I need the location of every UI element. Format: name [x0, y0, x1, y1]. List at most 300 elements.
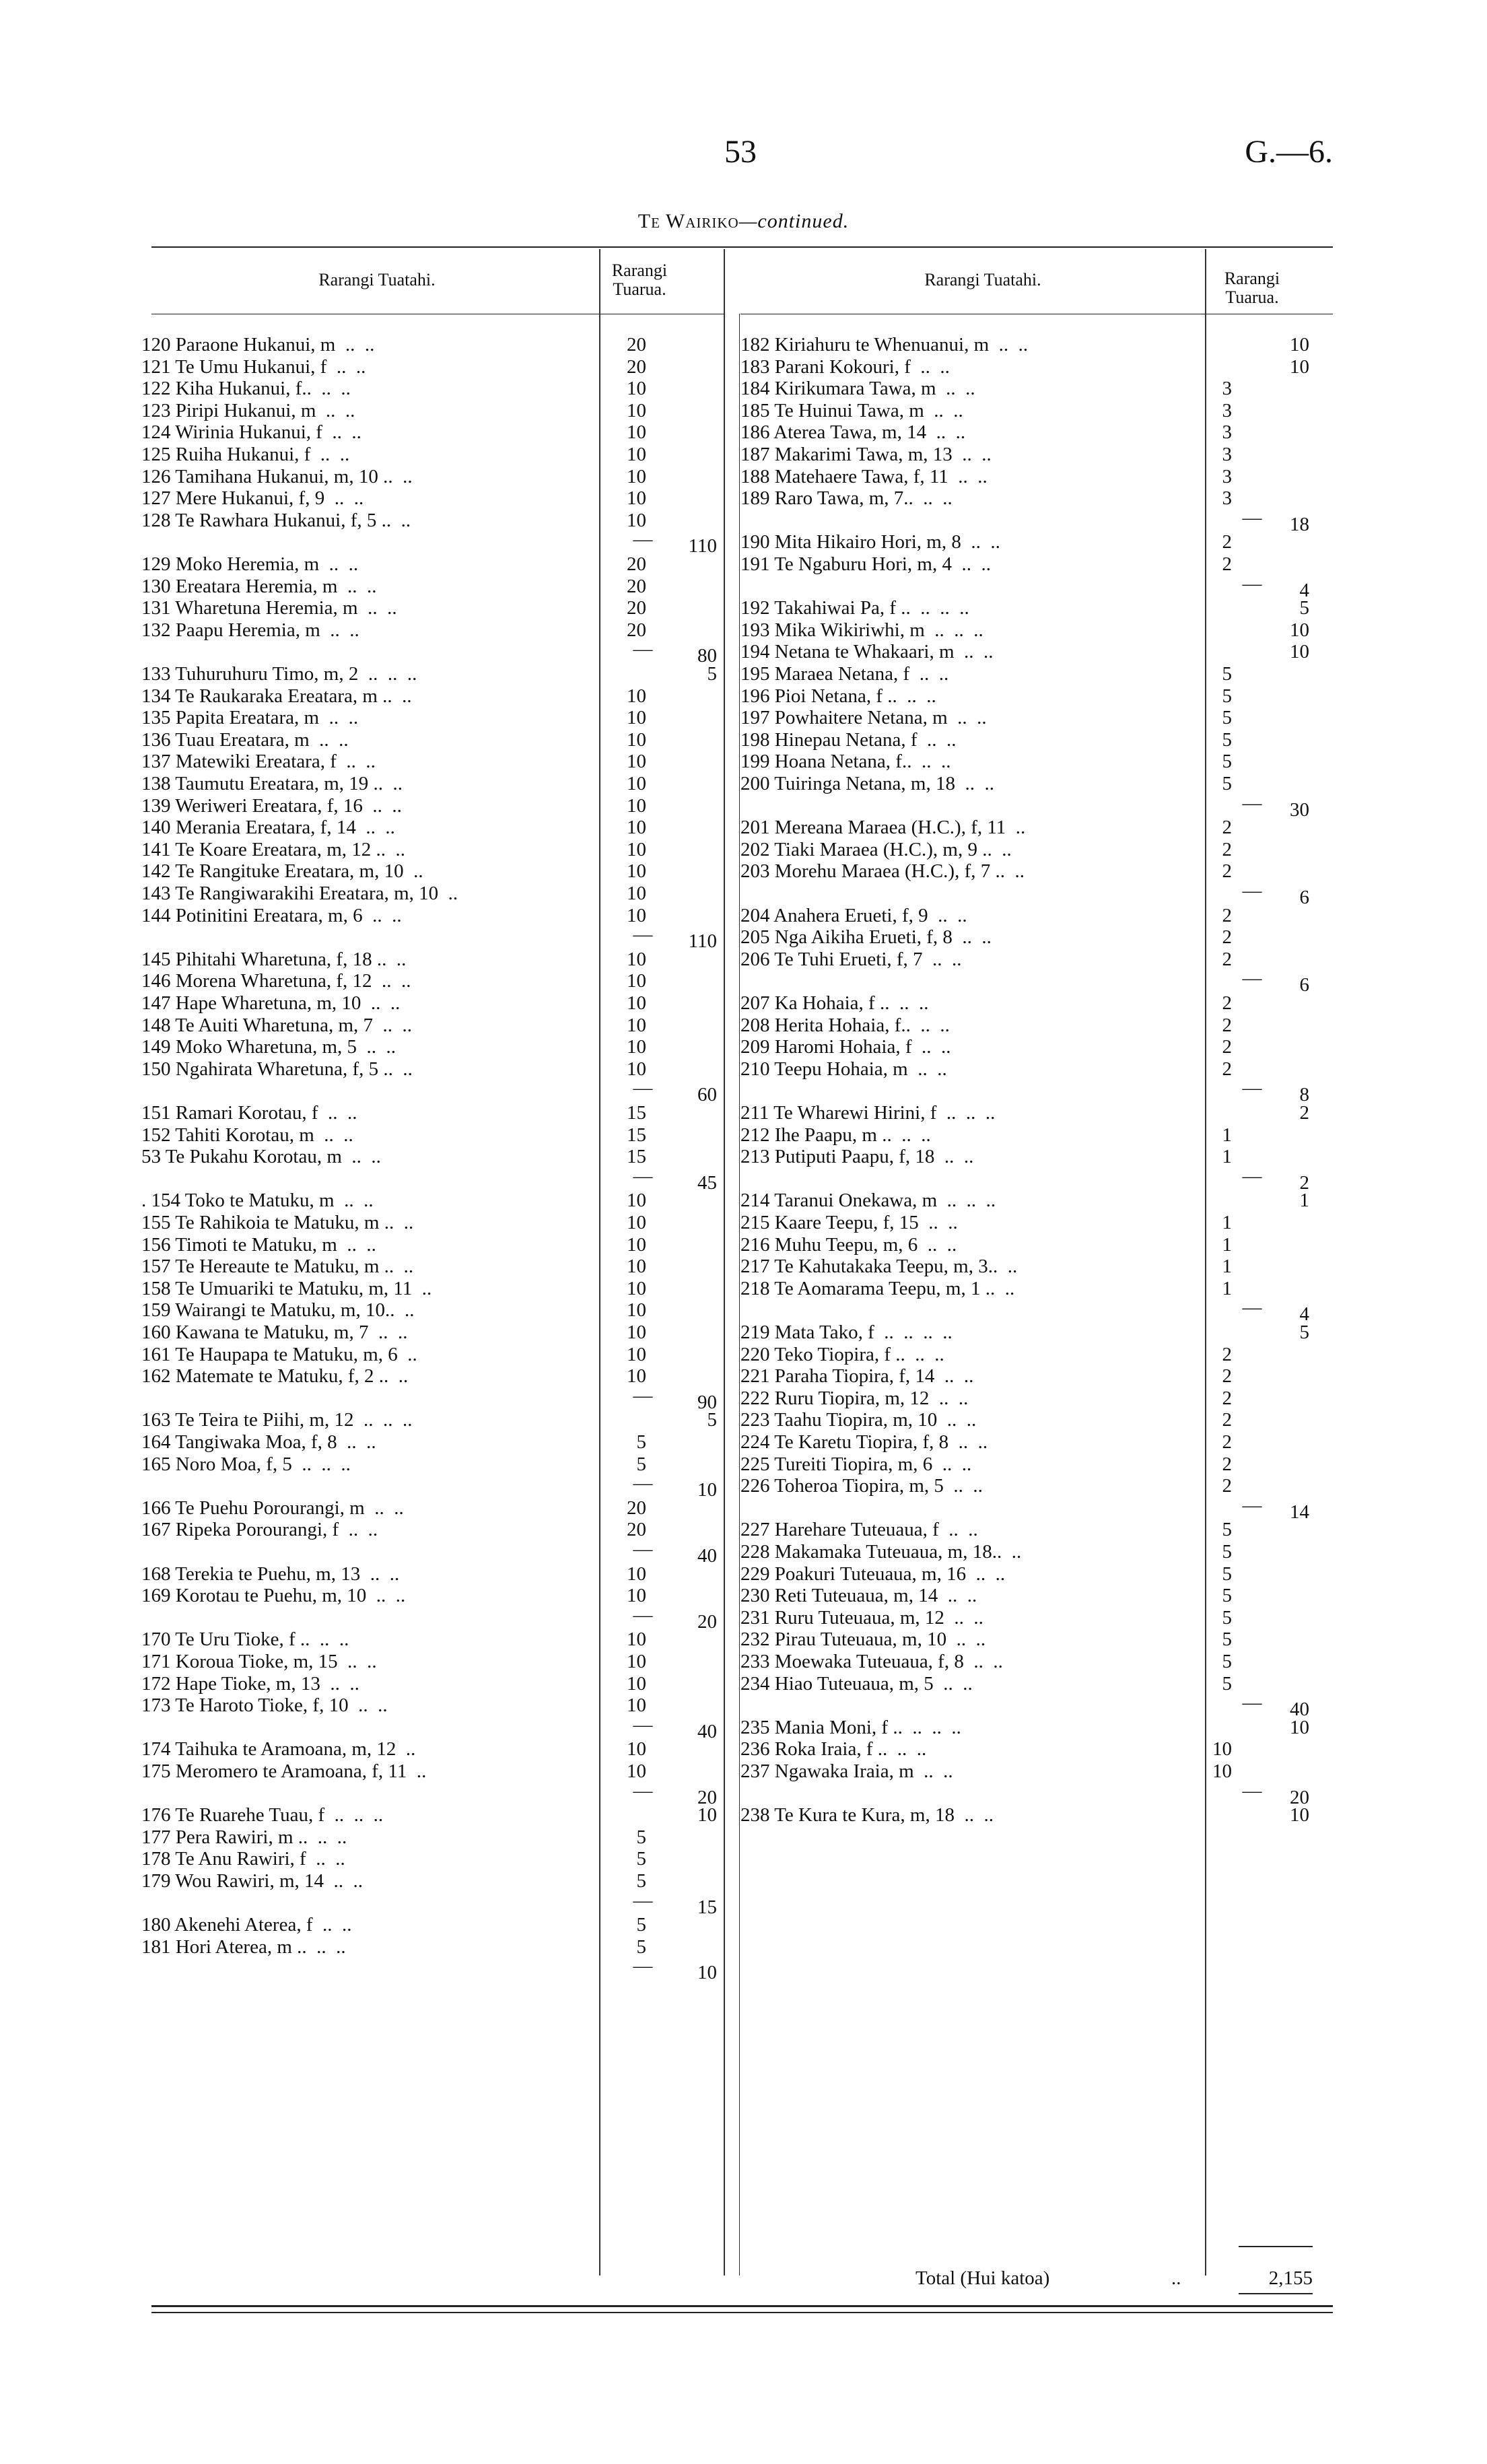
entry-row: 178 Te Anu Rawiri, f .. .. — [141, 1848, 345, 1870]
entry-row: 138 Taumutu Ereatara, m, 19 .. .. — [141, 773, 403, 794]
entry-row: 171 Koroua Tioke, m, 15 .. .. — [141, 1651, 377, 1672]
subtotal-value: 18 — [1290, 513, 1309, 535]
entry-row: 237 Ngawaka Iraia, m .. .. — [740, 1760, 953, 1782]
subtotal-value: 6 — [1299, 974, 1309, 996]
entry-row: 121 Te Umu Hukanui, f .. .. — [141, 355, 366, 378]
share-value: 10 — [627, 838, 646, 860]
share-value: 10 — [627, 444, 646, 465]
share-value: 5 — [636, 1826, 646, 1848]
entry-row: 194 Netana te Whakaari, m .. .. — [740, 641, 994, 663]
subtotal-value: 10 — [1290, 1804, 1309, 1826]
entry-row: 225 Tureiti Tiopira, m, 6 .. .. — [740, 1453, 972, 1475]
subtotal-dash: — — [633, 1538, 653, 1560]
share-value: 20 — [627, 355, 646, 378]
share-value: 5 — [1222, 1606, 1232, 1629]
share-value: 5 — [1222, 1519, 1232, 1541]
entry-row: 122 Kiha Hukanui, f.. .. .. — [141, 378, 351, 400]
share-value: 10 — [627, 948, 646, 970]
entry-row: 163 Te Teira te Piihi, m, 12 .. .. .. — [141, 1409, 413, 1431]
share-value: 2 — [1222, 1387, 1232, 1409]
entry-row: 185 Te Huinui Tawa, m .. .. — [740, 399, 963, 421]
subtotal-value: 40 — [697, 1720, 717, 1742]
share-value: 10 — [627, 1738, 646, 1760]
entry-row: 182 Kiriahuru te Whenuanui, m .. .. — [740, 334, 1029, 355]
entry-row: 202 Tiaki Maraea (H.C.), m, 9 .. .. — [740, 838, 1012, 860]
entry-row: 142 Te Rangituke Ereatara, m, 10 .. — [141, 860, 423, 883]
share-value: 1 — [1222, 1124, 1232, 1146]
entry-row: 155 Te Rahikoia te Matuku, m .. .. — [141, 1212, 414, 1233]
subtotal-dash: — — [1242, 792, 1262, 814]
share-value: 5 — [1222, 707, 1232, 729]
share-value: 10 — [627, 1277, 646, 1299]
entry-row: 198 Hinepau Netana, f .. .. — [740, 728, 957, 751]
share-value: 5 — [1222, 1585, 1232, 1607]
subtotal-dash: — — [633, 1955, 653, 1977]
share-value: 5 — [636, 1870, 646, 1892]
share-value: 10 — [627, 860, 646, 883]
entry-row: 126 Tamihana Hukanui, m, 10 .. .. — [141, 465, 413, 487]
entry-row: 190 Mita Hikairo Hori, m, 8 .. .. — [740, 531, 1000, 553]
entry-row: 224 Te Karetu Tiopira, f, 8 .. .. — [740, 1431, 988, 1453]
entry-row: 186 Aterea Tawa, m, 14 .. .. — [740, 421, 966, 444]
entry-row: 222 Ruru Tiopira, m, 12 .. .. — [740, 1387, 969, 1409]
entry-row: 143 Te Rangiwarakihi Ereatara, m, 10 .. — [141, 883, 458, 904]
entry-row: 175 Meromero te Aramoana, f, 11 .. — [141, 1760, 427, 1782]
entry-row: 197 Powhaitere Netana, m .. .. — [740, 707, 987, 729]
entry-row: 191 Te Ngaburu Hori, m, 4 .. .. — [740, 553, 991, 575]
share-value: 1 — [1222, 1277, 1232, 1299]
subtotal-dash: — — [1242, 1692, 1262, 1714]
entry-row: 228 Makamaka Tuteuaua, m, 18.. .. — [740, 1541, 1022, 1563]
subtotal-value: 20 — [697, 1610, 717, 1633]
entry-row: 152 Tahiti Korotau, m .. .. — [141, 1124, 353, 1146]
entry-row: 214 Taranui Onekawa, m .. .. .. — [740, 1190, 996, 1212]
subtotal-dash: — — [1242, 572, 1262, 594]
share-value: 5 — [1222, 1541, 1232, 1563]
share-value: 10 — [627, 1322, 646, 1343]
share-value: 2 — [1222, 1058, 1232, 1080]
subtotal-value: 10 — [697, 1804, 717, 1826]
entry-row: 234 Hiao Tuteuaua, m, 5 .. .. — [740, 1672, 973, 1695]
entry-row: 53 Te Pukahu Korotau, m .. .. — [141, 1146, 381, 1168]
entry-row: 212 Ihe Paapu, m .. .. .. — [740, 1124, 931, 1146]
share-value: 20 — [627, 575, 646, 597]
share-value: 10 — [627, 1651, 646, 1672]
entry-row: 128 Te Rawhara Hukanui, f, 5 .. .. — [141, 509, 411, 531]
subtotal-value: 40 — [697, 1545, 717, 1567]
entry-row: 130 Ereatara Heremia, m .. .. — [141, 575, 377, 597]
share-value: 10 — [627, 794, 646, 817]
share-value: 2 — [1222, 1409, 1232, 1431]
entry-row: 189 Raro Tawa, m, 7.. .. .. — [740, 487, 953, 510]
entry-row: 183 Parani Kokouri, f .. .. — [740, 355, 950, 378]
share-value: 10 — [627, 1563, 646, 1585]
entry-row: 209 Haromi Hohaia, f .. .. — [740, 1036, 951, 1058]
share-value: 3 — [1222, 399, 1232, 421]
left-share-header: Rarangi Tuarua. — [611, 261, 668, 299]
share-value: 10 — [1212, 1738, 1232, 1760]
entry-row: 147 Hape Wharetuna, m, 10 .. .. — [141, 992, 401, 1014]
share-value: 1 — [1222, 1233, 1232, 1256]
entry-row: 164 Tangiwaka Moa, f, 8 .. .. — [141, 1431, 376, 1453]
entry-row: 133 Tuhuruhuru Timo, m, 2 .. .. .. — [141, 663, 417, 685]
share-value: 10 — [627, 883, 646, 904]
subtotal-value: 30 — [1290, 798, 1309, 821]
share-value: 10 — [627, 421, 646, 444]
entry-row: 231 Ruru Tuteuaua, m, 12 .. .. — [740, 1606, 983, 1629]
share-value: 5 — [1222, 1651, 1232, 1672]
header-top-rule — [151, 246, 1333, 248]
subtotal-value: 2 — [1299, 1102, 1309, 1124]
entry-row: 235 Mania Moni, f .. .. .. .. — [740, 1716, 961, 1738]
subtotal-value: 8 — [1299, 1084, 1309, 1106]
share-value: 5 — [1222, 663, 1232, 685]
subtotal-dash: — — [633, 528, 653, 551]
subtotal-dash: — — [633, 1077, 653, 1099]
share-value: 2 — [1222, 1036, 1232, 1058]
entry-row: 210 Teepu Hohaia, m .. .. — [740, 1058, 947, 1080]
entry-row: 207 Ka Hohaia, f .. .. .. — [740, 992, 929, 1014]
share-value: 10 — [627, 970, 646, 992]
share-value: 10 — [627, 1695, 646, 1717]
entry-row: 166 Te Puehu Porourangi, m .. .. — [141, 1497, 404, 1519]
entry-row: 236 Roka Iraia, f .. .. .. — [740, 1738, 927, 1760]
entry-row: 176 Te Ruarehe Tuau, f .. .. .. — [141, 1804, 384, 1826]
entry-row: 233 Moewaka Tuteuaua, f, 8 .. .. — [740, 1651, 1003, 1672]
entry-row: 230 Reti Tuteuaua, m, 14 .. .. — [740, 1585, 977, 1607]
subtotal-dash: — — [633, 1165, 653, 1187]
entry-row: . 154 Toko te Matuku, m .. .. — [141, 1190, 374, 1212]
entry-row: 184 Kirikumara Tawa, m .. .. — [740, 378, 975, 400]
entry-row: 156 Timoti te Matuku, m .. .. — [141, 1233, 376, 1256]
entry-row: 140 Merania Ereatara, f, 14 .. .. — [141, 817, 395, 839]
entry-row: 149 Moko Wharetuna, m, 5 .. .. — [141, 1036, 396, 1058]
entry-row: 200 Tuiringa Netana, m, 18 .. .. — [740, 773, 994, 794]
share-value: 15 — [627, 1102, 646, 1124]
entry-row: 229 Poakuri Tuteuaua, m, 16 .. .. — [740, 1563, 1006, 1585]
subtotal-value: 45 — [697, 1171, 717, 1194]
share-value: 2 — [1222, 1475, 1232, 1497]
subtotal-dash: — — [1242, 506, 1262, 528]
share-value: 10 — [627, 904, 646, 926]
share-value: 10 — [627, 992, 646, 1014]
subtotal-dash: — — [1242, 880, 1262, 901]
entry-row: 199 Hoana Netana, f.. .. .. — [740, 751, 951, 773]
subtotal-value: 110 — [688, 930, 717, 953]
share-value: 10 — [627, 1058, 646, 1080]
entry-row: 206 Te Tuhi Erueti, f, 7 .. .. — [740, 948, 962, 970]
subtotal-value: 4 — [1299, 579, 1309, 601]
total-underline — [1239, 2293, 1313, 2294]
subtotal-value: 5 — [1299, 597, 1309, 619]
section-title-text: Te Wairiko — [637, 210, 739, 232]
share-value: 1 — [1222, 1146, 1232, 1168]
entry-row: 139 Weriweri Ereatara, f, 16 .. .. — [141, 794, 402, 817]
left-share-divider — [599, 249, 600, 2275]
subtotal-dash: — — [1242, 1077, 1262, 1099]
subtotal-value: 2 — [1299, 1171, 1309, 1194]
share-value: 2 — [1222, 1343, 1232, 1365]
entry-row: 161 Te Haupapa te Matuku, m, 6 .. — [141, 1343, 417, 1365]
share-value: 5 — [1222, 685, 1232, 707]
share-value: 3 — [1222, 421, 1232, 444]
share-value: 10 — [627, 1256, 646, 1278]
entry-row: 223 Taahu Tiopira, m, 10 .. .. — [740, 1409, 977, 1431]
entry-row: 174 Taihuka te Aramoana, m, 12 .. — [141, 1738, 416, 1760]
subtotal-dash: — — [1242, 967, 1262, 990]
share-value: 2 — [1222, 1431, 1232, 1453]
section-title — [0, 210, 1487, 233]
entry-row: 134 Te Raukaraka Ereatara, m .. .. — [141, 685, 412, 707]
subtotal-dash: — — [1242, 1297, 1262, 1319]
share-value: 10 — [627, 751, 646, 773]
section-title-suffix: —continued. — [738, 210, 850, 232]
share-value: 10 — [627, 1343, 646, 1365]
share-value: 20 — [627, 334, 646, 355]
subtotal-value: 14 — [1290, 1501, 1309, 1523]
total-rule — [1239, 2246, 1313, 2247]
subtotal-value: 10 — [1290, 1716, 1309, 1738]
share-value: 5 — [636, 1936, 646, 1958]
entry-row: 193 Mika Wikiriwhi, m .. .. .. — [740, 619, 983, 641]
share-value: 15 — [627, 1124, 646, 1146]
subtotal-dash: — — [633, 1779, 653, 1802]
subtotal-value: 6 — [1299, 887, 1309, 908]
subtotal-value: 20 — [1290, 1786, 1309, 1808]
entry-row: 221 Paraha Tiopira, f, 14 .. .. — [740, 1365, 974, 1388]
entry-row: 169 Korotau te Puehu, m, 10 .. .. — [141, 1585, 406, 1607]
share-value: 10 — [627, 1365, 646, 1388]
share-value: 10 — [1212, 1760, 1232, 1782]
share-value: 2 — [1222, 926, 1232, 949]
share-value: 2 — [1222, 553, 1232, 575]
share-value: 20 — [627, 553, 646, 575]
subtotal-value: 15 — [697, 1896, 717, 1918]
entry-row: 220 Teko Tiopira, f .. .. .. — [740, 1343, 944, 1365]
entry-row: 196 Pioi Netana, f .. .. .. — [740, 685, 936, 707]
center-divider — [724, 249, 725, 2275]
share-value: 15 — [627, 1146, 646, 1168]
entry-row: 125 Ruiha Hukanui, f .. .. — [141, 444, 350, 465]
entry-row: 127 Mere Hukanui, f, 9 .. .. — [141, 487, 364, 510]
share-value: 10 — [627, 1233, 646, 1256]
entry-row: 144 Potinitini Ereatara, m, 6 .. .. — [141, 904, 402, 926]
entry-row: 141 Te Koare Ereatara, m, 12 .. .. — [141, 838, 406, 860]
share-value: 5 — [1222, 1563, 1232, 1585]
document-reference: G.—6. — [1245, 134, 1333, 170]
right-share-header: Rarangi Tuarua. — [1224, 269, 1280, 307]
share-value: 10 — [627, 1672, 646, 1695]
entry-row: 136 Tuau Ereatara, m .. .. — [141, 728, 349, 751]
share-value: 10 — [627, 487, 646, 510]
entry-row: 172 Hape Tioke, m, 13 .. .. — [141, 1672, 359, 1695]
subtotal-dash: — — [633, 1472, 653, 1495]
entry-row: 232 Pirau Tuteuaua, m, 10 .. .. — [740, 1629, 986, 1651]
entry-row: 129 Moko Heremia, m .. .. — [141, 553, 359, 575]
entry-row: 201 Mereana Maraea (H.C.), f, 11 .. — [740, 817, 1026, 839]
share-value: 10 — [627, 817, 646, 839]
share-value: 10 — [627, 465, 646, 487]
subtotal-value: 10 — [697, 1479, 717, 1501]
subtotal-value: 40 — [1290, 1699, 1309, 1721]
share-value: 5 — [636, 1914, 646, 1936]
subtotal-value: 5 — [707, 1409, 717, 1431]
entry-row: 151 Ramari Korotau, f .. .. — [141, 1102, 357, 1124]
share-value: 10 — [627, 1585, 646, 1607]
entry-row: 135 Papita Ereatara, m .. .. — [141, 707, 359, 729]
entry-row: 168 Terekia te Puehu, m, 13 .. .. — [141, 1563, 400, 1585]
share-value: 5 — [1222, 773, 1232, 794]
share-value: 10 — [627, 1190, 646, 1212]
subtotal-value: 4 — [1299, 1303, 1309, 1326]
total-label: Total (Hui katoa) — [915, 2267, 1050, 2289]
entry-row: 160 Kawana te Matuku, m, 7 .. .. — [141, 1322, 408, 1343]
entry-row: 124 Wirinia Hukanui, f .. .. — [141, 421, 361, 444]
share-value: 2 — [1222, 948, 1232, 970]
subtotal-value: 1 — [1299, 1190, 1309, 1212]
share-value: 5 — [636, 1848, 646, 1870]
entry-row: 148 Te Auiti Wharetuna, m, 7 .. .. — [141, 1014, 413, 1036]
subtotal-dash: — — [1242, 1494, 1262, 1516]
subtotal-value: 5 — [1299, 1322, 1309, 1343]
subtotal-dash: — — [633, 924, 653, 946]
entry-row: 188 Matehaere Tawa, f, 11 .. .. — [740, 465, 988, 487]
entry-row: 238 Te Kura te Kura, m, 18 .. .. — [740, 1804, 994, 1826]
entry-row: 177 Pera Rawiri, m .. .. .. — [141, 1826, 347, 1848]
entry-row: 181 Hori Aterea, m .. .. .. — [141, 1936, 346, 1958]
subtotal-dash: — — [633, 1713, 653, 1736]
subtotal-value: 60 — [697, 1084, 717, 1106]
center-divider-2 — [739, 314, 740, 2275]
share-value: 5 — [636, 1431, 646, 1453]
share-value: 5 — [1222, 1672, 1232, 1695]
entry-row: 208 Herita Hohaia, f.. .. .. — [740, 1014, 950, 1036]
share-value: 20 — [627, 597, 646, 619]
entry-row: 215 Kaare Teepu, f, 15 .. .. — [740, 1212, 958, 1233]
entry-row: 204 Anahera Erueti, f, 9 .. .. — [740, 904, 967, 926]
share-value: 2 — [1222, 838, 1232, 860]
left-name-header: Rarangi Tuatahi. — [318, 270, 436, 289]
entry-row: 162 Matemate te Matuku, f, 2 .. .. — [141, 1365, 409, 1388]
share-value: 3 — [1222, 487, 1232, 510]
entry-row: 146 Morena Wharetuna, f, 12 .. .. — [141, 970, 411, 992]
entry-row: 132 Paapu Heremia, m .. .. — [141, 619, 359, 641]
entry-row: 226 Toheroa Tiopira, m, 5 .. .. — [740, 1475, 983, 1497]
entry-row: 167 Ripeka Porourangi, f .. .. — [141, 1519, 378, 1541]
share-value: 20 — [627, 1497, 646, 1519]
subtotal-dash: — — [1242, 1779, 1262, 1802]
share-value: 10 — [627, 728, 646, 751]
share-value: 3 — [1222, 378, 1232, 400]
entry-row: 159 Wairangi te Matuku, m, 10.. .. — [141, 1299, 415, 1322]
share-value: 3 — [1222, 465, 1232, 487]
entry-row: 187 Makarimi Tawa, m, 13 .. .. — [740, 444, 992, 465]
entry-row: 203 Morehu Maraea (H.C.), f, 7 .. .. — [740, 860, 1025, 883]
entry-row: 179 Wou Rawiri, m, 14 .. .. — [141, 1870, 364, 1892]
share-value: 5 — [636, 1453, 646, 1475]
share-value: 10 — [627, 1760, 646, 1782]
subtotal-dash: — — [1242, 1165, 1262, 1187]
share-value: 10 — [627, 1036, 646, 1058]
entry-row: 137 Matewiki Ereatara, f .. .. — [141, 751, 376, 773]
subtotal-value: 10 — [1290, 355, 1309, 378]
entry-row: 192 Takahiwai Pa, f .. .. .. .. — [740, 597, 969, 619]
entry-row: 131 Wharetuna Heremia, m .. .. — [141, 597, 397, 619]
share-value: 10 — [627, 378, 646, 400]
share-value: 2 — [1222, 1014, 1232, 1036]
share-value: 2 — [1222, 992, 1232, 1014]
total-dots: .. — [1171, 2267, 1181, 2289]
entry-row: 170 Te Uru Tioke, f .. .. .. — [141, 1629, 349, 1651]
subtotal-dash: — — [633, 1604, 653, 1626]
subtotal-dash: — — [633, 638, 653, 660]
share-value: 10 — [627, 1014, 646, 1036]
subtotal-dash: — — [633, 1384, 653, 1406]
share-value: 5 — [1222, 728, 1232, 751]
entry-row: 211 Te Wharewi Hirini, f .. .. .. — [740, 1102, 996, 1124]
share-value: 1 — [1222, 1256, 1232, 1278]
subtotal-value: 10 — [1290, 619, 1309, 641]
subtotal-value: 20 — [697, 1786, 717, 1808]
share-value: 2 — [1222, 817, 1232, 839]
share-value: 2 — [1222, 1365, 1232, 1388]
entry-row: 218 Te Aomarama Teepu, m, 1 .. .. — [740, 1277, 1015, 1299]
share-value: 10 — [627, 1299, 646, 1322]
entry-row: 165 Noro Moa, f, 5 .. .. .. — [141, 1453, 351, 1475]
entry-row: 123 Piripi Hukanui, m .. .. — [141, 399, 355, 421]
subtotal-value: 80 — [697, 645, 717, 667]
subtotal-value: 110 — [688, 535, 717, 557]
entry-row: 173 Te Haroto Tioke, f, 10 .. .. — [141, 1695, 388, 1717]
entry-row: 158 Te Umuariki te Matuku, m, 11 .. — [141, 1277, 432, 1299]
entry-row: 205 Nga Aikiha Erueti, f, 8 .. .. — [740, 926, 992, 949]
bottom-rule-2 — [151, 2312, 1333, 2313]
entry-row: 219 Mata Tako, f .. .. .. .. — [740, 1322, 953, 1343]
share-value: 2 — [1222, 531, 1232, 553]
entry-row: 227 Harehare Tuteuaua, f .. .. — [740, 1519, 978, 1541]
entry-row: 195 Maraea Netana, f .. .. — [740, 663, 949, 685]
share-value: 2 — [1222, 860, 1232, 883]
bottom-rule-1 — [151, 2305, 1333, 2307]
entry-row: 150 Ngahirata Wharetuna, f, 5 .. .. — [141, 1058, 413, 1080]
share-value: 3 — [1222, 444, 1232, 465]
page-number: 53 — [724, 134, 757, 170]
entry-row: 157 Te Hereaute te Matuku, m .. .. — [141, 1256, 414, 1278]
entry-row: 120 Paraone Hukanui, m .. .. — [141, 334, 375, 355]
total-value: 2,155 — [1268, 2267, 1313, 2289]
share-value: 2 — [1222, 904, 1232, 926]
entry-row: 180 Akenehi Aterea, f .. .. — [141, 1914, 352, 1936]
share-value: 10 — [627, 1629, 646, 1651]
share-value: 10 — [627, 707, 646, 729]
subtotal-value: 10 — [697, 1962, 717, 1984]
entry-row: 145 Pihitahi Wharetuna, f, 18 .. .. — [141, 948, 407, 970]
entry-row: 213 Putiputi Paapu, f, 18 .. .. — [740, 1146, 974, 1168]
subtotal-value: 90 — [697, 1391, 717, 1413]
share-value: 2 — [1222, 1453, 1232, 1475]
share-value: 5 — [1222, 1629, 1232, 1651]
right-name-header: Rarangi Tuatahi. — [924, 270, 1041, 289]
entry-row: 217 Te Kahutakaka Teepu, m, 3.. .. — [740, 1256, 1018, 1278]
subtotal-value: 5 — [707, 663, 717, 685]
subtotal-dash: — — [633, 1889, 653, 1911]
share-value: 10 — [627, 399, 646, 421]
subtotal-value: 10 — [1290, 641, 1309, 663]
entry-row: 216 Muhu Teepu, m, 6 .. .. — [740, 1233, 957, 1256]
share-value: 10 — [627, 1212, 646, 1233]
share-value: 10 — [627, 509, 646, 531]
share-value: 20 — [627, 619, 646, 641]
